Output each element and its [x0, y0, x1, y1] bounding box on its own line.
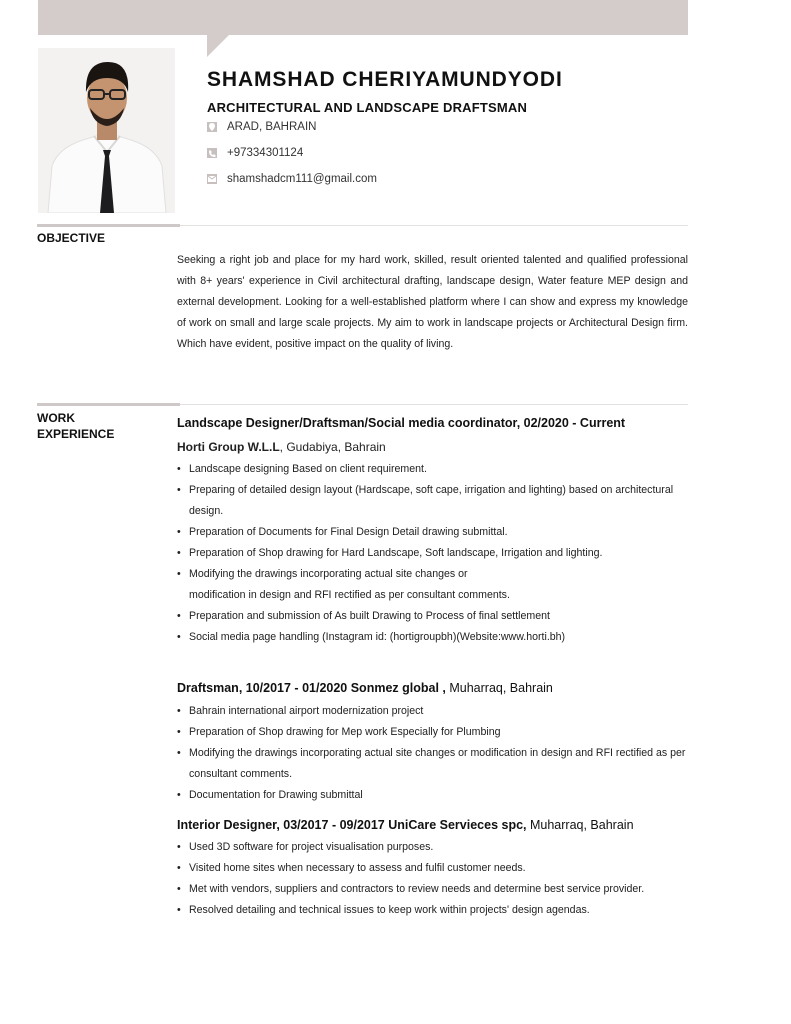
list-item: • Resolved detailing and technical issues to keep work within projects' design agendas. [177, 900, 688, 921]
experience-heading-line1: WORK [37, 411, 75, 425]
experience-heading-line2: EXPERIENCE [37, 427, 115, 441]
list-item: • Documentation for Drawing submittal [177, 785, 688, 806]
profile-photo [38, 48, 175, 213]
list-item: • Preparation of Documents for Final Design Detail drawing submittal. [177, 522, 688, 543]
experience-heading [37, 410, 114, 442]
phone-icon [207, 148, 217, 158]
list-item: • Preparing of detailed design layout (Hardscape, soft cape, irrigation and lighting) based on architectural design. [177, 480, 688, 522]
job-1-dates: , 02/2020 - Current [516, 416, 626, 430]
job-3-role: Interior Designer, 03/2017 - 09/2017 UniCare Servieces spc, [177, 818, 527, 832]
objective-rule [180, 225, 688, 226]
job-1-company: Horti Group W.L.L [177, 440, 280, 454]
job-1-company-line [177, 440, 386, 454]
list-item: • Bahrain international airport modernization project [177, 701, 688, 722]
objective-heading: OBJECTIVE [37, 231, 106, 245]
list-item: • Preparation of Shop drawing for Hard Landscape, Soft landscape, Irrigation and lighting. [177, 543, 688, 564]
job-1-bullets [177, 459, 688, 648]
contact-email [207, 173, 377, 185]
list-item: • Met with vendors, suppliers and contractors to review needs and determine best service provider. [177, 879, 688, 900]
job-2-title [177, 681, 553, 695]
objective-rule-accent [37, 224, 180, 227]
email-icon [207, 174, 217, 184]
experience-rule-accent [37, 403, 180, 406]
job-3-bullets [177, 837, 688, 921]
contact-location-text: ARAD, BAHRAIN [227, 121, 317, 133]
location-icon [207, 122, 217, 132]
list-item: • Landscape designing Based on client requirement. [177, 459, 688, 480]
candidate-title: ARCHITECTURAL AND LANDSCAPE DRAFTSMAN [207, 100, 528, 115]
contact-location [207, 121, 316, 133]
job-1-location: , Gudabiya, Bahrain [279, 440, 386, 454]
header-notch [207, 35, 229, 57]
job-2-role: Draftsman [177, 681, 239, 695]
list-item: • Used 3D software for project visualisation purposes. [177, 837, 688, 858]
job-3-location: Muharraq, Bahrain [526, 818, 634, 832]
job-1-title [177, 416, 625, 430]
job-1-role: Landscape Designer/Draftsman/Social media coordinator [177, 416, 517, 430]
experience-rule [180, 404, 688, 405]
list-item: • Social media page handling (Instagram id: (hortigroupbh)(Website:www.horti.bh) [177, 627, 688, 648]
job-2-bullets [177, 701, 688, 806]
list-item: • Visited home sites when necessary to assess and fulfil customer needs. [177, 858, 688, 879]
objective-text: Seeking a right job and place for my hard work, skilled, result oriented talented and qualified professional with 8+ years' experience in Civil architectural drafting, landscape design, Water feature MEP design and external development. Looking for a well-established platform where I can show and express my knowledge of work on small and large scale projects. My aim to work in landscape projects or Architectural Design firm. Which have evident, positive impact on the quality of living. [177, 254, 688, 350]
job-2-location: Muharraq, Bahrain [445, 681, 553, 695]
contact-email-text: shamshadcm111@gmail.com [227, 173, 377, 185]
list-item: • Preparation of Shop drawing for Mep work Especially for Plumbing [177, 722, 688, 743]
list-item: • Preparation and submission of As built Drawing to Process of final settlement [177, 606, 688, 627]
candidate-name: SHAMSHAD CHERIYAMUNDYODI [207, 68, 563, 91]
list-item: • Modifying the drawings incorporating actual site changes or modification in design and RFI rectified as per consultant comments. [177, 743, 688, 785]
job-2-dates: , 10/2017 - 01/2020 Sonmez global , [238, 681, 446, 695]
contact-phone [207, 147, 303, 159]
header-band [38, 0, 688, 35]
list-item: • Modifying the drawings incorporating actual site changes or modification in design and RFI rectified as per consultant comments. [177, 564, 519, 606]
contact-phone-text: +97334301124 [227, 147, 304, 159]
job-3-title [177, 818, 634, 832]
